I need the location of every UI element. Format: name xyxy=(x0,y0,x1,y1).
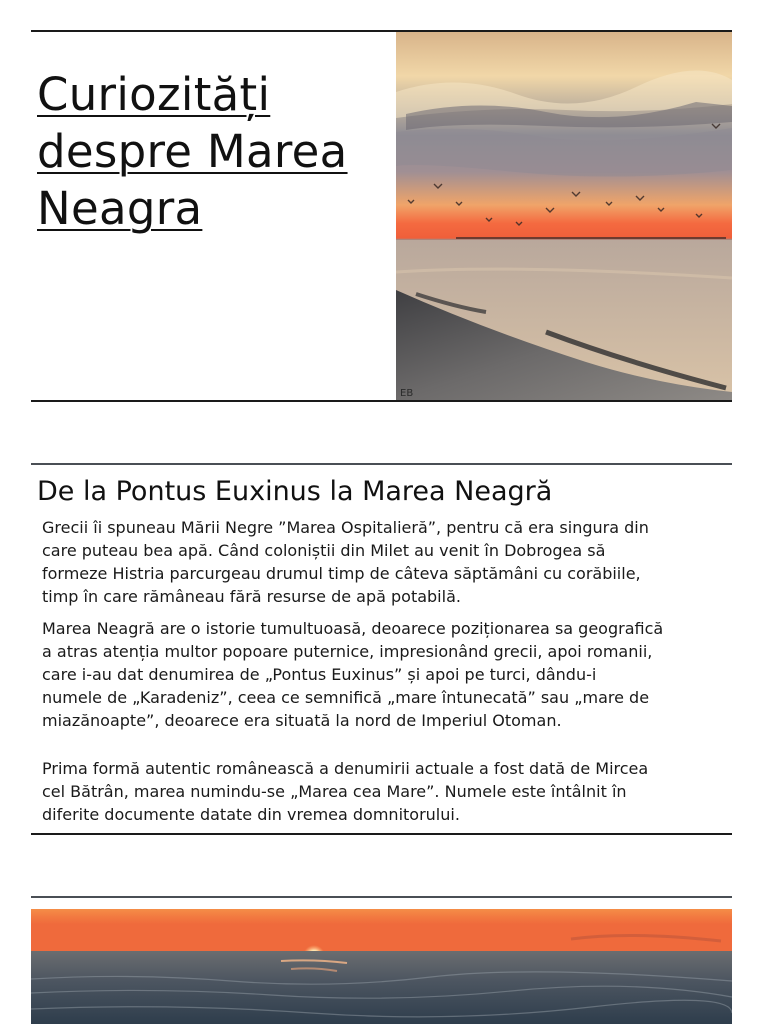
paragraph-mircea-cel-batran: Prima formă autentic românească a denumirii actuale a fost dată de Mircea cel Bătrân, marea numindu-se „Marea cea Mare”. Numele este întâlnit în diferite documente datate din vremea domnitorului. xyxy=(42,759,649,824)
paragraph-pontus-euxinus: Marea Neagră are o istorie tumultuoasă, deoarece poziționarea sa geografică a atras atenția multor popoare puternice, impresionând grecii, apoi romanii, care i-au dat denumirea de „Pontus Euxinus” și apoi pe turci, dându-i numele de „Karadeniz”, ceea ce semnifică „mare întunecată” sau „mare de miazănoapte”, deoarece era situată la nord de Imperiul Otoman. xyxy=(42,619,664,730)
paragraph-ospitaliera: Grecii îi spuneau Mării Negre ”Marea Ospitalieră”, pentru că era singura din care puteau bea apă. Când coloniștii din Milet au venit în Dobrogea să formeze Histria parcurgeau drumul timp de câteva săptămâni cu corăbiile, timp în care rămâneau fără resurse de apă potabilă. xyxy=(42,518,649,606)
section-bottom-rule xyxy=(31,833,732,835)
sunset-beach-photo xyxy=(396,32,732,400)
sea-sunset-photo xyxy=(31,909,732,1024)
page-title: Curiozități despre Marea Neagra xyxy=(37,68,348,235)
section-body xyxy=(42,516,742,826)
photo-top-rule xyxy=(31,896,732,898)
sea-sunset-icon xyxy=(31,909,732,1024)
sunset-beach-with-seagulls-icon xyxy=(396,32,732,400)
section-top-rule xyxy=(31,463,732,465)
photo-watermark: EB xyxy=(400,388,414,399)
hero-bottom-rule xyxy=(31,400,732,402)
section-heading: De la Pontus Euxinus la Marea Neagră xyxy=(37,476,553,507)
